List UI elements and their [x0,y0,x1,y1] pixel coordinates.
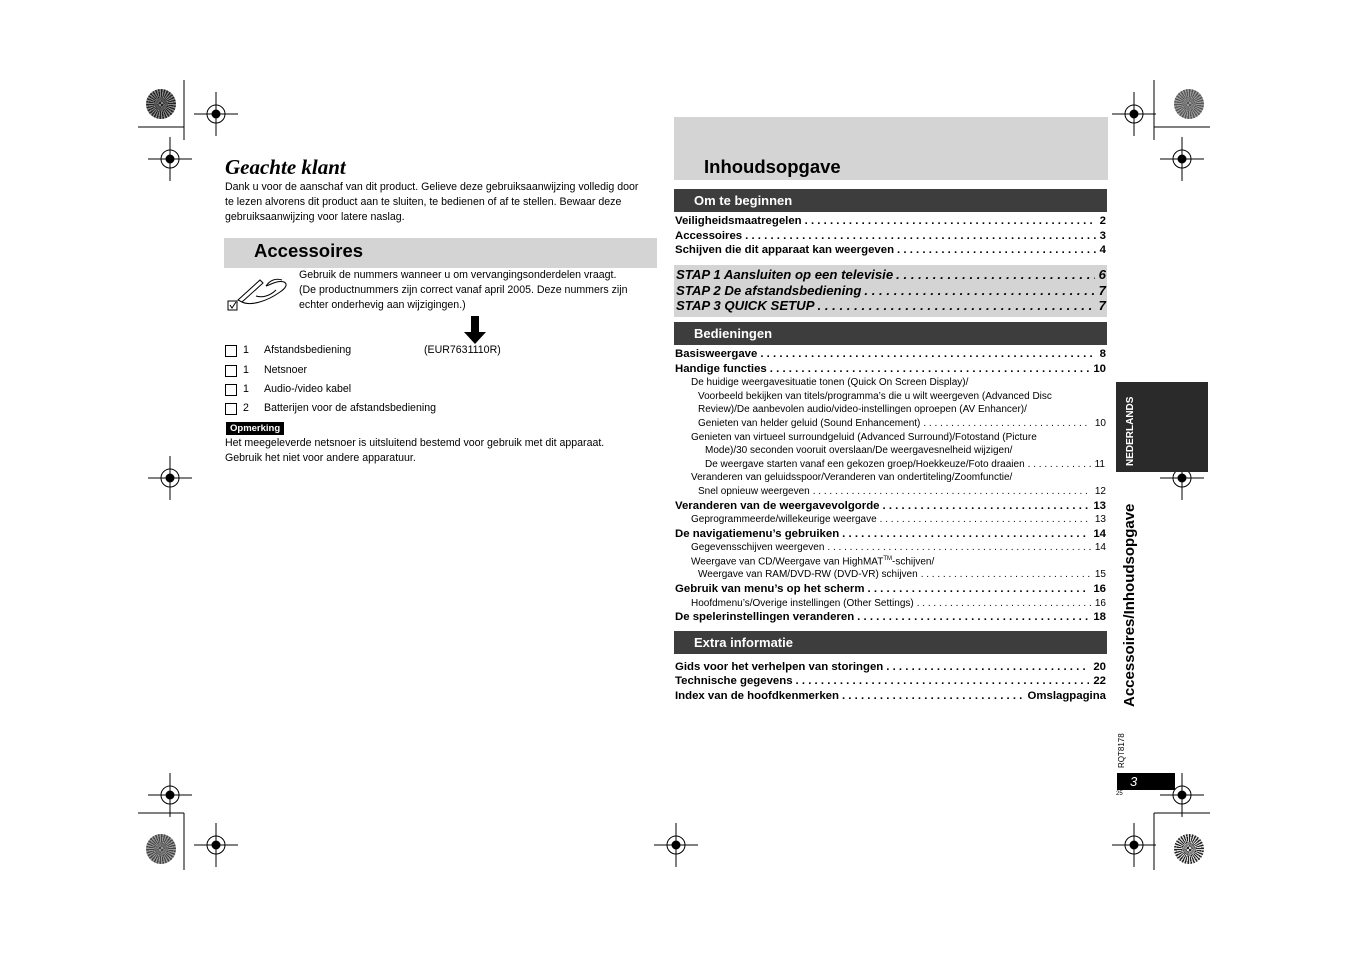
registration-mark-icon [148,773,192,817]
toc-entry-page: 13 [1093,500,1106,512]
color-rosette-icon [1174,834,1204,864]
toc-entry-page: 11 [1094,459,1105,470]
toc-entry-page: 22 [1093,675,1106,687]
section-header-operations: Bedieningen [674,322,1107,345]
registration-mark-icon [1112,823,1156,867]
toc-sub-line: Mode)/30 seconden vooruit overslaan/De weergavesnelheid wijzigen/ [705,445,1013,456]
toc-dot-leader [867,583,1089,595]
toc-entry-page: 20 [1093,661,1106,673]
accessories-note-line: (De productnummers zijn correct vanaf april 2005. Deze nummers zijn [299,284,628,296]
toc-dot-leader [923,418,1091,429]
print-code: 25 [1116,791,1123,797]
toc-entry-page: 2 [1099,215,1106,227]
toc-dot-leader [917,598,1091,609]
accessory-qty: 1 [243,364,249,376]
toc-sub-entry[interactable] [698,486,1106,499]
toc-dot-leader [760,348,1095,360]
toc-entry-title: Technische gegevens [675,675,793,687]
toc-dot-leader [813,486,1091,497]
toc-entry-page: 15 [1094,569,1106,580]
toc-entry-page: 12 [1094,486,1106,497]
toc-dot-leader [842,528,1089,540]
remark-line: Het meegeleverde netsnoer is uitsluitend bestemd voor gebruik met dit apparaat. [225,437,605,449]
toc-dot-leader [921,569,1091,580]
toc-entry[interactable] [675,583,1106,597]
toc-sub-line: Voorbeeld bekijken van titels/programma’s die u wilt weergeven (Advanced Disc [698,391,1052,402]
toc-entry[interactable] [675,215,1106,229]
toc-entry-title: STAP 3 QUICK SETUP [676,298,815,313]
toc-entry-title: Genieten van helder geluid (Sound Enhancement) [698,418,921,429]
toc-dot-leader [864,283,1094,298]
toc-entry-page: 13 [1094,514,1106,525]
toc-entry[interactable] [676,267,1106,283]
toc-entry-page: 14 [1094,542,1106,553]
toc-sub-entry[interactable] [705,459,1105,472]
color-rosette-icon [146,834,176,864]
toc-entry-page: 10 [1094,418,1106,429]
toc-entry[interactable] [676,283,1106,299]
toc-entry-title: De navigatiemenu’s gebruiken [675,528,840,540]
toc-entry-title: Gids voor het verhelpen van storingen [675,661,884,673]
toc-entry[interactable] [675,675,1106,689]
toc-entry[interactable] [675,690,1106,704]
greeting-title: Geachte klant [225,155,346,179]
toc-entry-title: Hoofdmenu’s/Overige instellingen (Other Settings) [691,598,914,609]
toc-entry-page: 16 [1094,598,1106,609]
checkbox[interactable] [225,345,237,357]
page-number: 3 [1117,773,1175,790]
toc-dot-leader [805,215,1096,227]
toc-entry-page: Omslagpagina [1027,690,1106,702]
accessory-name: Afstandsbediening [264,344,352,356]
language-tab-label [1120,384,1138,470]
document-code-text: RQT8178 [1117,733,1126,768]
remark-text [225,436,655,466]
arrow-down-icon [464,316,486,344]
checkbox[interactable] [225,403,237,415]
toc-entry-title: STAP 1 Aansluiten op een televisie [676,267,894,282]
side-title-text: Accessoires/Inhoudsopgave [1121,503,1138,707]
toc-entry-title: Schijven die dit apparaat kan weergeven [675,244,895,256]
section-header-extra: Extra informatie [674,631,1107,654]
checkbox[interactable] [225,365,237,377]
toc-sub-line: De huidige weergavesituatie tonen (Quick On Screen Display)/ [691,377,969,388]
toc-entry-page: 14 [1093,528,1106,540]
toc-entry-page: 7 [1098,283,1106,298]
language-label: NEDERLANDS [1125,396,1136,466]
toc-sub-entry[interactable] [691,542,1106,555]
accessory-part-number: (EUR7631110R) [424,344,501,356]
toc-sub-line [691,556,934,567]
toc-sub-entry[interactable] [698,569,1106,582]
toc-entry-page: 8 [1099,348,1106,360]
toc-entry-title: Gebruik van menu’s op het scherm [675,583,865,595]
toc-entry-page: 16 [1093,583,1106,595]
toc-dot-leader [857,611,1089,623]
accessories-title: Accessoires [254,240,364,261]
toc-dot-leader [880,514,1091,525]
trademark-mark: TM [883,556,892,562]
intro-text: Dank u voor de aanschaf van dit product. Gelieve deze gebruiksaanwijzing volledig door te lezen alvorens dit product aan te sluiten, te bedienen of af te stellen. Bewaar deze gebruiksaanwijzing voor latere naslag. [225,181,639,223]
toc-entry-title: De weergave starten vanaf een gekozen groep/Hoekkeuze/Foto draaien [705,459,1025,470]
toc-entry-title: Accessoires [675,230,743,242]
accessories-note [299,268,654,313]
toc-entry[interactable] [675,230,1106,244]
toc-dot-leader [745,230,1096,242]
toc-sub-text: -schijven/ [891,556,935,568]
toc-entry-page: 18 [1093,611,1106,623]
checkbox[interactable] [225,384,237,396]
accessory-qty: 1 [243,383,249,395]
registration-mark-icon [654,823,698,867]
accessory-name: Audio-/video kabel [264,383,352,395]
toc-entry-title: Veranderen van de weergavevolgorde [675,500,880,512]
remark-label: Opmerking [226,422,284,435]
toc-entry[interactable] [675,611,1106,625]
toc-entry[interactable] [675,244,1106,258]
toc-entry[interactable] [675,348,1106,362]
accessory-qty: 2 [243,402,249,414]
toc-entry-page: 6 [1098,267,1106,282]
document-code [1113,722,1129,770]
remark-line: Gebruik het niet voor andere apparatuur. [225,452,416,464]
toc-entry-title: Snel opnieuw weergeven [698,486,810,497]
accessory-name: Netsnoer [264,364,307,376]
accessory-name: Batterijen voor de afstandsbediening [264,402,436,414]
toc-entry[interactable] [676,298,1106,314]
toc-entry-title: STAP 2 De afstandsbediening [676,283,862,298]
toc-sub-line: Veranderen van geluidsspoor/Veranderen van ondertiteling/Zoomfunctie/ [691,472,1013,483]
accessory-qty: 1 [243,344,249,356]
toc-dot-leader [886,661,1089,673]
registration-mark-icon [194,823,238,867]
registration-mark-icon [1112,92,1156,136]
toc-dot-leader [842,690,1024,702]
toc-entry-page: 10 [1093,363,1106,375]
toc-entry-page: 3 [1099,230,1106,242]
toc-dot-leader [883,500,1090,512]
toc-dot-leader [818,298,1095,313]
toc-title: Inhoudsopgave [704,156,841,177]
toc-entry-title: Veiligheidsmaatregelen [675,215,802,227]
toc-entry[interactable] [675,500,1106,514]
color-rosette-icon [146,89,176,119]
toc-dot-leader [897,244,1096,256]
toc-sub-entry[interactable] [698,418,1106,431]
registration-mark-icon [148,137,192,181]
registration-mark-icon [1160,137,1204,181]
side-section-title [1113,478,1139,710]
toc-entry[interactable] [675,528,1106,542]
toc-entry[interactable] [675,661,1106,675]
toc-entry-title: De spelerinstellingen veranderen [675,611,855,623]
accessories-note-line: echter onderhevig aan wijzigingen.) [299,299,466,311]
toc-entry-page: 7 [1098,298,1106,313]
color-rosette-icon [1174,89,1204,119]
toc-sub-entry[interactable] [691,598,1106,611]
toc-dot-leader [770,363,1090,375]
toc-dot-leader [896,267,1094,282]
toc-entry-title: Index van de hoofdkenmerken [675,690,839,702]
toc-entry-title: Weergave van RAM/DVD-RW (DVD-VR) schijven [698,569,918,580]
toc-dot-leader [827,542,1090,553]
toc-sub-line: Review)/De aanbevolen audio/video-instellingen oproepen (AV Enhancer)/ [698,404,1027,415]
toc-dot-leader [796,675,1090,687]
toc-entry[interactable] [675,363,1106,377]
toc-entry-page: 4 [1099,244,1106,256]
toc-entry-title: Handige functies [675,363,767,375]
registration-mark-icon [194,92,238,136]
accessories-note-line: Gebruik de nummers wanneer u om vervangingsonderdelen vraagt. [299,269,617,281]
toc-entry-title: Gegevensschijven weergeven [691,542,825,553]
toc-sub-entry[interactable] [691,514,1106,527]
toc-dot-leader [1028,459,1091,470]
section-header-start: Om te beginnen [674,189,1107,212]
hand-writing-icon [226,272,292,312]
toc-entry-title: Basisweergave [675,348,758,360]
toc-sub-line: Genieten van virtueel surroundgeluid (Advanced Surround)/Fotostand (Picture [691,432,1037,443]
registration-mark-icon [148,456,192,500]
toc-entry-title: Geprogrammeerde/willekeurige weergave [691,514,877,525]
toc-sub-text: Weergave van CD/Weergave van HighMAT [691,556,884,568]
